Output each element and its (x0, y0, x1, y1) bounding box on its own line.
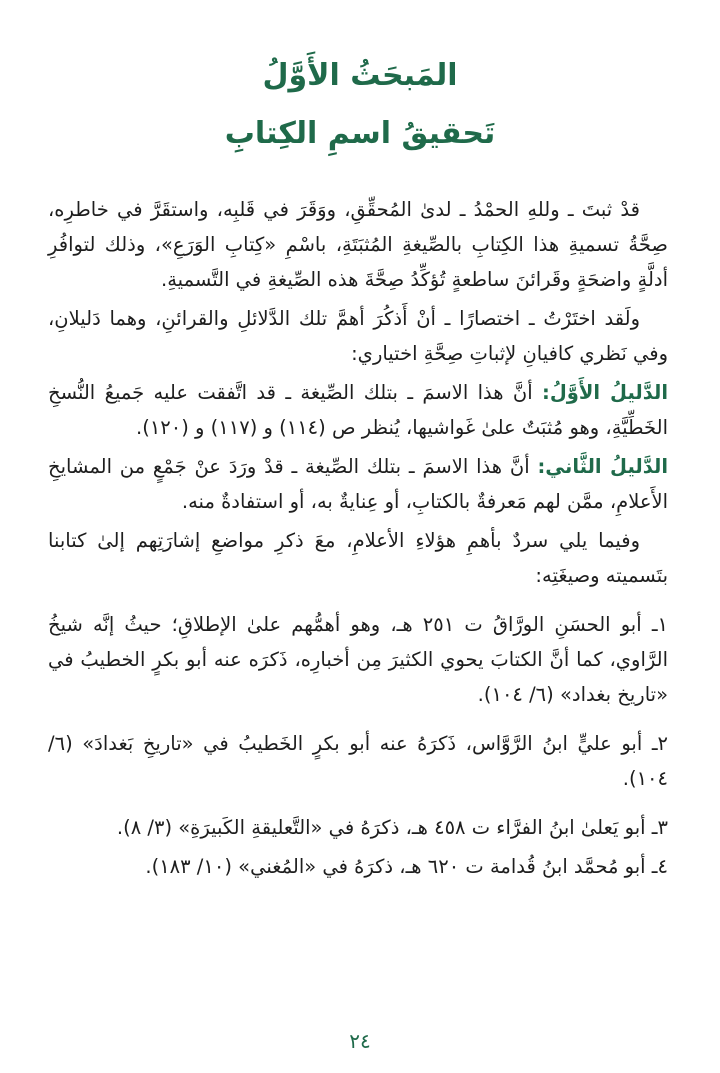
evidence-first (48, 375, 668, 445)
body-text (48, 192, 668, 888)
list-item-number: ٣ـ (651, 816, 668, 839)
list-item-text: أبو عليٍّ ابنُ الرَّوَّاس، ذَكرَهُ عنه أبو بكرٍ الخَطيبُ في «تاريخِ بَغدادَ» (٦/ ١٠٤). (48, 732, 668, 790)
evidence-first-text: أنَّ هذا الاسمَ ـ بتلك الصِّيغة ـ قد اتَّفقت عليه جَميعُ النُّسخِ الخَطِّيَّةِ، وهو مُثبَتٌ علىٰ غَواشيها، يُنظر ص (١١٤) و (١١٧) و (١٢٠). (48, 381, 668, 439)
paragraph-intro: قدْ ثبتَ ـ وللهِ الحمْدُ ـ لدىٰ المُحقِّقِ، ووَقَرَ في قَلبِه، واستقَرَّ في خاطرِه، صِحَّةُ تسميةِ هذا الكِتابِ بالصِّيغةِ المُثبَتَةِ، باسْمِ «كِتابِ الوَرَعِ»، وذلك لتوافُرِ أدلَّةٍ واضحَةٍ وقَرائنَ ساطعةٍ تُؤكِّدُ صِحَّةَ هذه الصِّيغةِ في التَّسميةِ. (48, 198, 668, 291)
evidence-second (48, 449, 668, 519)
list-item (48, 607, 668, 712)
evidence-second-label: الدَّليلُ الثَّاني: (537, 455, 668, 478)
list-item (48, 810, 668, 845)
list-item-text: أبو الحسَنِ الورَّاقُ ت ٢٥١ هـ، وهو أهمُّهم علىٰ الإطلاقِ؛ حيثُ إنَّه شيخُ الرَّاوي، كما أنَّ الكتابَ يحوي الكثيرَ مِن أخبارِه، ذَكرَه عنه أبو بكرٍ الخطيبُ في «تاريخ بغداد» (٦/ ١٠٤). (48, 613, 668, 706)
evidence-second-text: أنَّ هذا الاسمَ ـ بتلك الصِّيغة ـ قدْ ورَدَ عنْ جَمْعٍ من المشايخِ الأَعلامِ، ممَّن لهم مَعرفةٌ بالكتابِ، أو عِنايةٌ به، أو استفادةٌ منه. (48, 455, 668, 513)
list-item-text: أبو مُحمَّد ابنُ قُدامة ت ٦٢٠ هـ، ذكرَهُ في «المُغني» (١٠/ ١٨٣). (145, 855, 646, 878)
chapter-heading (0, 52, 720, 158)
list-item-number: ٢ـ (651, 732, 669, 755)
section-title: المَبحَثُ الأَوَّلُ (262, 58, 458, 93)
section-subtitle: تَحقيقُ اسمِ الكِتابِ (224, 116, 496, 151)
list-item-text: أبو يَعلىٰ ابنُ الفرَّاء ت ٤٥٨ هـ، ذكرَهُ في «التَّعليقةِ الكَبيرَةِ» (٣/ ٨). (116, 816, 646, 839)
evidence-first-label: الدَّليلُ الأَوَّلُ: (542, 381, 668, 404)
list-item-number: ١ـ (651, 613, 669, 636)
list-item (48, 726, 668, 796)
page-number: ٢٤ (349, 1029, 371, 1053)
list-item (48, 849, 668, 884)
paragraph-selection: ولَقد اختَرْتُ ـ اختصارًا ـ أنْ أَذكُرَ أهمَّ تلك الدَّلائلِ والقرائنِ، وهما دَليلانِ، وفي نَظري كافيانِ لإثباتِ صِحَّةِ اختياري: (48, 307, 668, 365)
paragraph-list-intro: وفيما يلي سردٌ بأهمِ هؤلاءِ الأعلامِ، معَ ذكرِ مواضعِ إشارَتِهم إلىٰ كتابنا بتَسميته وصيغَتِه: (48, 529, 668, 587)
list-item-number: ٤ـ (651, 855, 668, 878)
